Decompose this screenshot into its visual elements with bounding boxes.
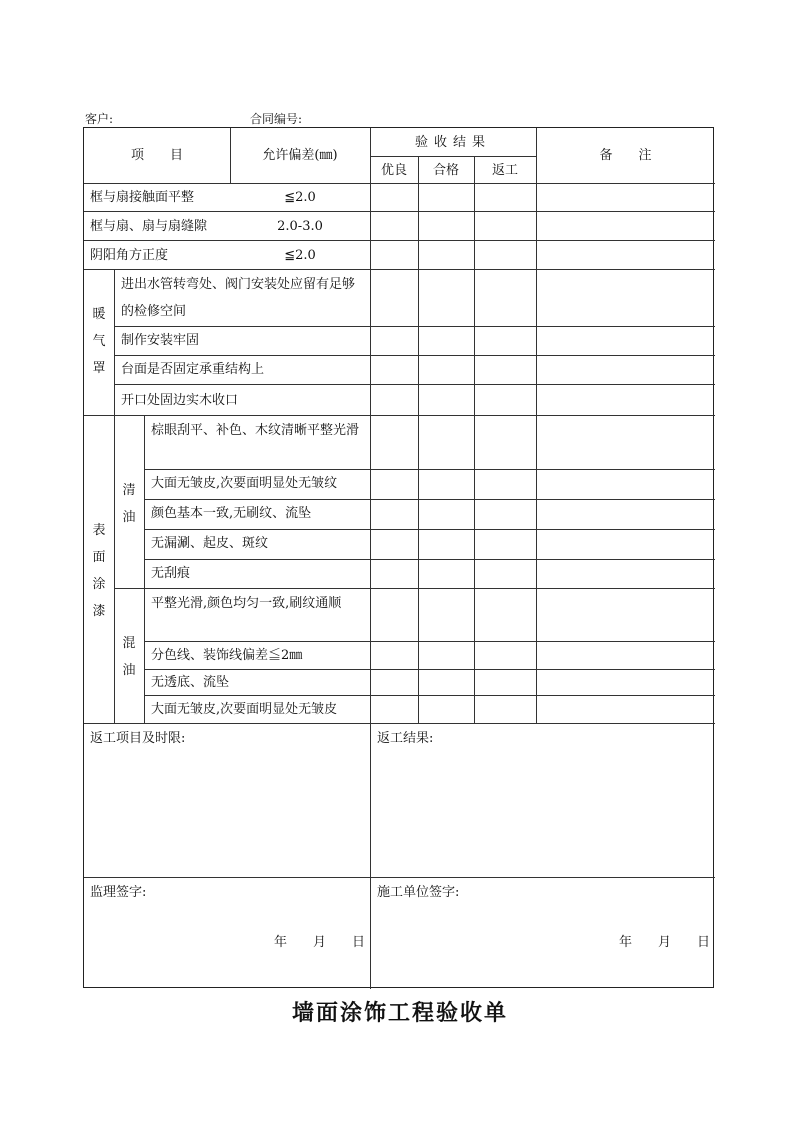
mixed-oil-item: 无透底、流坠	[151, 675, 230, 690]
clear-oil-label: 清油	[122, 483, 136, 525]
column-remarks-header: 备 注	[599, 148, 652, 163]
mixed-oil-item: 平整光滑,颜色均匀一致,刷纹通顺	[151, 596, 342, 611]
row-tolerance: ≦2.0	[284, 248, 316, 263]
column-pass-header: 合格	[432, 163, 459, 178]
column-tolerance-header: 允许偏差(㎜)	[262, 148, 338, 163]
heater-item: 制作安装牢固	[121, 333, 200, 348]
mixed-oil-label: 混油	[122, 636, 136, 678]
row-item: 框与扇接触面平整	[90, 190, 195, 205]
heater-section-label: 暖气罩	[92, 307, 106, 376]
supervisor-date: 年 月 日	[274, 935, 366, 950]
document-title: 墙面涂饰工程验收单	[291, 1001, 508, 1026]
customer-label: 客户:	[85, 112, 114, 126]
header-line	[85, 110, 725, 128]
rework-items-label: 返工项目及时限:	[90, 731, 186, 746]
heater-item: 台面是否固定承重结构上	[121, 362, 265, 377]
row-item: 阴阳角方正度	[90, 248, 169, 263]
clear-oil-item: 颜色基本一致,无刷纹、流坠	[151, 506, 312, 521]
heater-item: 进出水管转弯处、阀门安装处应留有足够的检修空间	[121, 277, 356, 319]
row-tolerance: 2.0-3.0	[277, 219, 323, 234]
contractor-date: 年 月 日	[619, 935, 711, 950]
row-tolerance: ≦2.0	[284, 190, 316, 205]
acceptance-table	[83, 127, 714, 988]
heater-item: 开口处固边实木收口	[121, 393, 239, 408]
mixed-oil-item: 大面无皱皮,次要面明显处无皱皮	[151, 702, 338, 717]
paint-section-label: 表面涂漆	[92, 523, 106, 619]
column-excellent-header: 优良	[380, 163, 407, 178]
rework-result-label: 返工结果:	[377, 731, 434, 746]
row-item: 框与扇、扇与扇缝隙	[90, 219, 208, 234]
contract-label: 合同编号:	[250, 112, 303, 126]
mixed-oil-item: 分色线、装饰线偏差≦2㎜	[151, 648, 303, 663]
contractor-signature-label: 施工单位签字:	[377, 885, 460, 900]
column-item-header: 项 目	[130, 148, 183, 163]
clear-oil-item: 无漏涮、起皮、斑纹	[151, 536, 269, 551]
column-result-header: 验收结果	[414, 135, 491, 150]
clear-oil-item: 棕眼刮平、补色、木纹清晰平整光滑	[151, 423, 360, 438]
column-rework-header: 返工	[491, 163, 518, 178]
supervisor-signature-label: 监理签字:	[90, 885, 147, 900]
clear-oil-item: 大面无皱皮,次要面明显处无皱纹	[151, 476, 338, 491]
clear-oil-item: 无刮痕	[151, 566, 191, 581]
